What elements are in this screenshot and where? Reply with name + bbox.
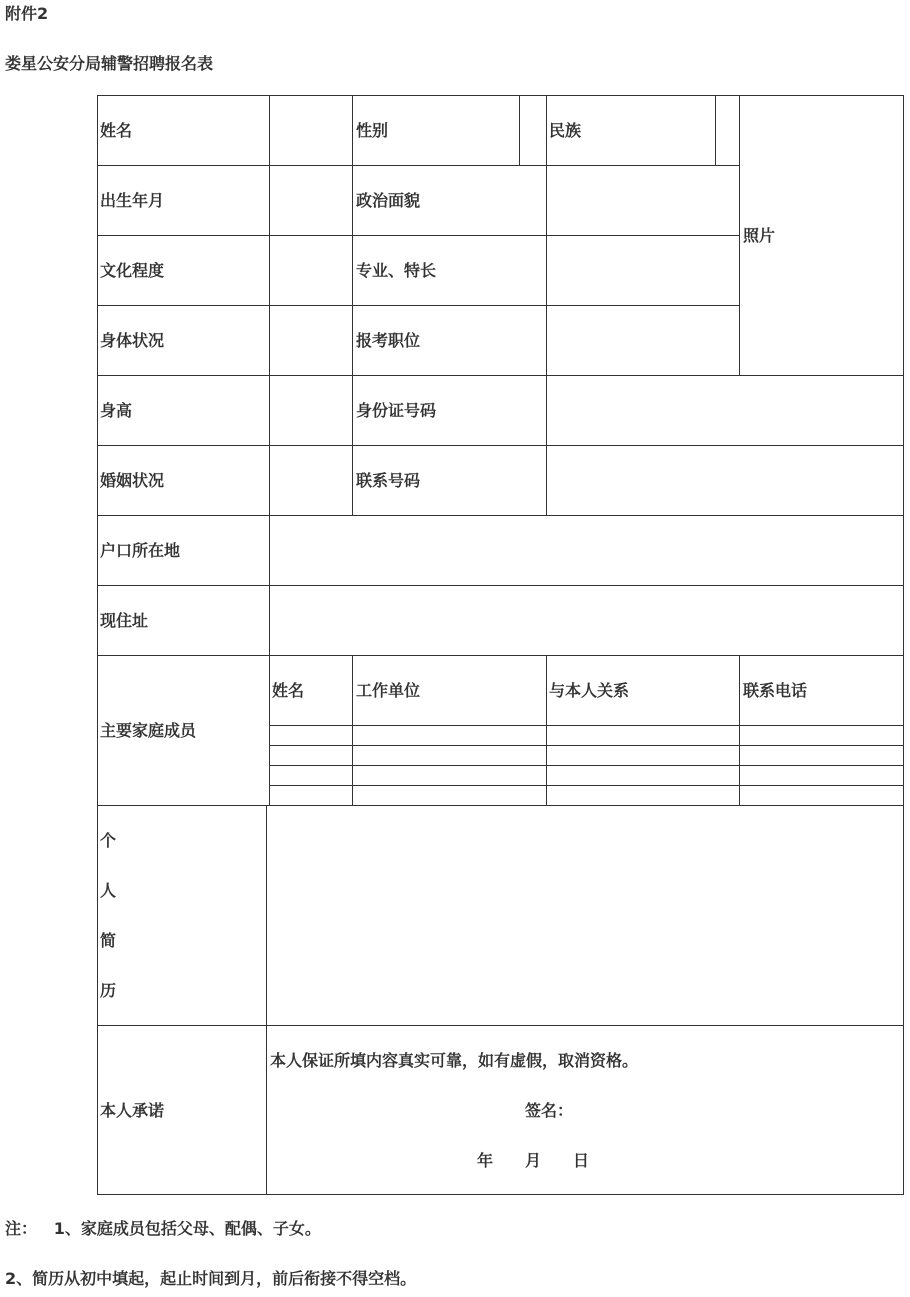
major-skills-label: 专业、特长 — [356, 261, 437, 280]
family-header-employer: 工作单位 — [356, 681, 421, 700]
signature-label: 签名： — [525, 1101, 574, 1120]
family-row-divider — [269, 745, 904, 746]
height-label: 身高 — [100, 401, 133, 420]
pledge-statement: 本人保证所填内容真实可靠，如有虚假，取消资格。 — [270, 1051, 639, 1070]
note-line-2: 2、简历从初中填起，起止时间到月，前后衔接不得空档。 — [5, 1269, 417, 1288]
table-border-bottom — [97, 1194, 904, 1195]
row-divider — [97, 585, 904, 586]
column-divider — [269, 95, 270, 805]
resume-label-char: 人 — [100, 881, 117, 900]
date-year-label: 年 — [477, 1151, 494, 1170]
current-address-label: 现住址 — [100, 611, 149, 630]
column-divider — [519, 95, 520, 165]
family-header-phone: 联系电话 — [743, 681, 808, 700]
row-divider — [97, 515, 904, 516]
row-divider — [97, 445, 904, 446]
family-row-divider — [269, 785, 904, 786]
ethnicity-label: 民族 — [549, 121, 582, 140]
column-divider — [352, 655, 353, 805]
family-members-label: 主要家庭成员 — [100, 721, 197, 740]
table-border-left — [97, 95, 98, 1195]
resume-label-char: 简 — [100, 931, 117, 950]
health-status-label: 身体状况 — [100, 331, 165, 350]
form-title: 娄星公安分局辅警招聘报名表 — [5, 54, 214, 73]
marital-status-label: 婚姻状况 — [100, 471, 165, 490]
gender-label: 性别 — [356, 121, 389, 140]
column-divider — [352, 95, 353, 515]
row-divider — [97, 235, 740, 236]
column-divider — [546, 655, 547, 805]
contact-number-label: 联系号码 — [356, 471, 421, 490]
family-header-relationship: 与本人关系 — [549, 681, 630, 700]
table-border-right — [903, 95, 904, 1195]
political-status-label: 政治面貌 — [356, 191, 421, 210]
note-line-1: 注： 1、家庭成员包括父母、配偶、子女。 — [5, 1219, 321, 1238]
row-divider — [97, 165, 740, 166]
row-divider — [97, 305, 740, 306]
id-number-label: 身份证号码 — [356, 401, 437, 420]
resume-label-char: 历 — [100, 981, 117, 1000]
row-divider — [97, 805, 904, 806]
birth-date-label: 出生年月 — [100, 191, 165, 210]
column-divider — [266, 805, 267, 1195]
column-divider — [739, 95, 740, 375]
row-divider — [97, 655, 904, 656]
family-row-divider — [269, 765, 904, 766]
family-header-name: 姓名 — [272, 681, 305, 700]
applied-position-label: 报考职位 — [356, 331, 421, 350]
pledge-label: 本人承诺 — [100, 1101, 165, 1120]
row-divider — [97, 1025, 904, 1026]
resume-label-char: 个 — [100, 831, 117, 850]
photo-label: 照片 — [743, 226, 776, 245]
name-label: 姓名 — [100, 121, 133, 140]
table-border-top — [97, 95, 904, 96]
family-row-divider — [269, 725, 904, 726]
date-month-label: 月 — [525, 1151, 542, 1170]
row-divider — [97, 375, 904, 376]
education-label: 文化程度 — [100, 261, 165, 280]
date-day-label: 日 — [573, 1151, 590, 1170]
column-divider — [546, 95, 547, 515]
column-divider — [739, 655, 740, 805]
attachment-label: 附件2 — [5, 4, 49, 23]
column-divider — [715, 95, 716, 165]
hukou-location-label: 户口所在地 — [100, 541, 181, 560]
